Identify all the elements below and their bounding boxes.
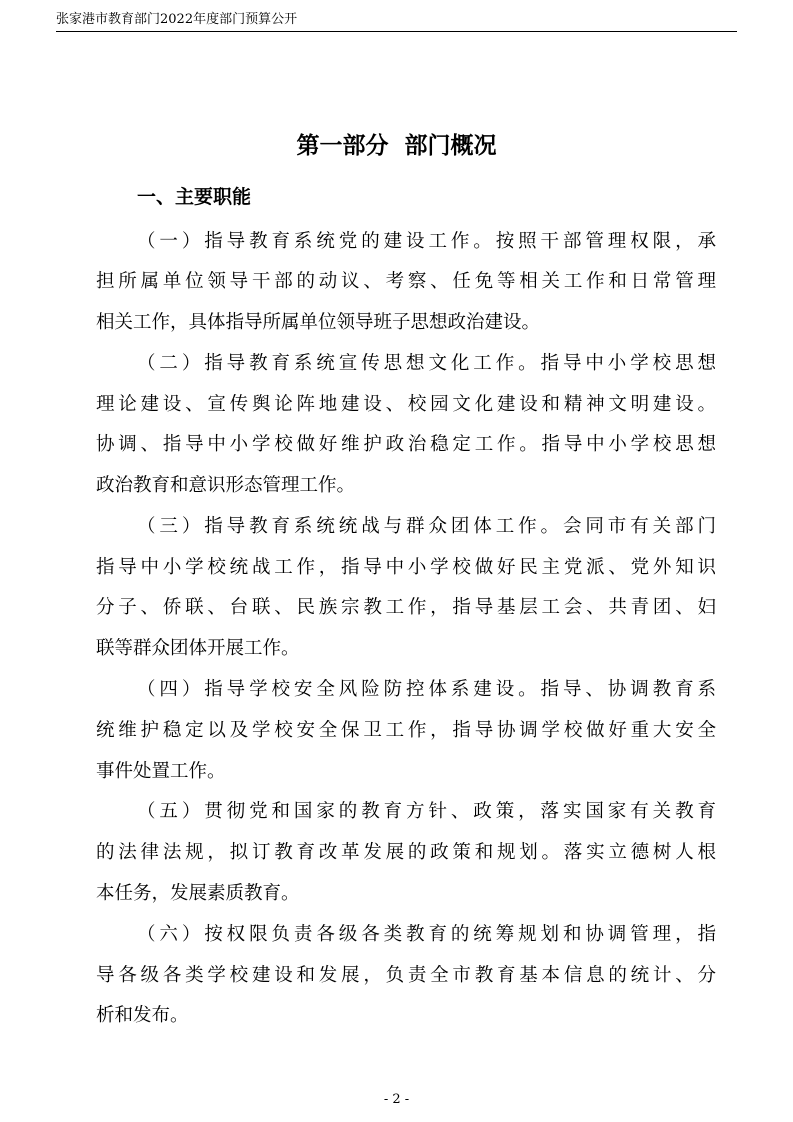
paragraph-6-line-3: 析和发布。 — [96, 1005, 189, 1026]
paragraph-6-line-2: 导各级各类学校建设和发展，负责全市教育基本信息的统计、分 — [96, 965, 716, 986]
paragraph-5-line-1: （五）贯彻党和国家的教育方针、政策，落实国家有关教育 — [137, 801, 716, 822]
paragraph-5-line-3: 本任务，发展素质教育。 — [96, 883, 300, 904]
page-title: 第一部分 部门概况 — [296, 133, 497, 159]
paragraph-4-line-3: 事件处置工作。 — [96, 761, 226, 782]
paragraph-2-line-2: 理论建设、宣传舆论阵地建设、校园文化建设和精神文明建设。 — [96, 394, 716, 415]
paragraph-2-line-1: （二）指导教育系统宣传思想文化工作。指导中小学校思想 — [137, 353, 716, 374]
section-heading: 一、主要职能 — [137, 186, 252, 208]
page-header: 张家港市教育部门2022年度部门预算公开 — [56, 10, 737, 32]
paragraph-1-line-3: 相关工作，具体指导所属单位领导班子思想政治建设。 — [96, 312, 541, 333]
paragraph-3-line-3: 分子、侨联、台联、民族宗教工作，指导基层工会、共青团、妇 — [96, 597, 716, 618]
page-number: - 2 - — [383, 1092, 410, 1107]
paragraph-2-line-4: 政治教育和意识形态管理工作。 — [96, 475, 356, 496]
paragraph-2-line-3: 协调、指导中小学校做好维护政治稳定工作。指导中小学校思想 — [96, 434, 716, 455]
paragraph-5-line-2: 的法律法规，拟订教育改革发展的政策和规划。落实立德树人根 — [96, 842, 716, 863]
paragraph-4-line-2: 统维护稳定以及学校安全保卫工作，指导协调学校做好重大安全 — [96, 720, 716, 741]
paragraph-4-line-1: （四）指导学校安全风险防控体系建设。指导、协调教育系 — [137, 679, 716, 700]
paragraph-1-line-2: 担所属单位领导干部的动议、考察、任免等相关工作和日常管理 — [96, 271, 716, 292]
paragraph-3-line-4: 联等群众团体开展工作。 — [96, 638, 300, 659]
paragraph-6-line-1: （六）按权限负责各级各类教育的统筹规划和协调管理，指 — [137, 924, 716, 945]
paragraph-3-line-1: （三）指导教育系统统战与群众团体工作。会同市有关部门 — [137, 516, 716, 537]
paragraph-3-line-2: 指导中小学校统战工作，指导中小学校做好民主党派、党外知识 — [96, 557, 716, 578]
paragraph-1-line-1: （一）指导教育系统党的建设工作。按照干部管理权限，承 — [137, 231, 716, 252]
